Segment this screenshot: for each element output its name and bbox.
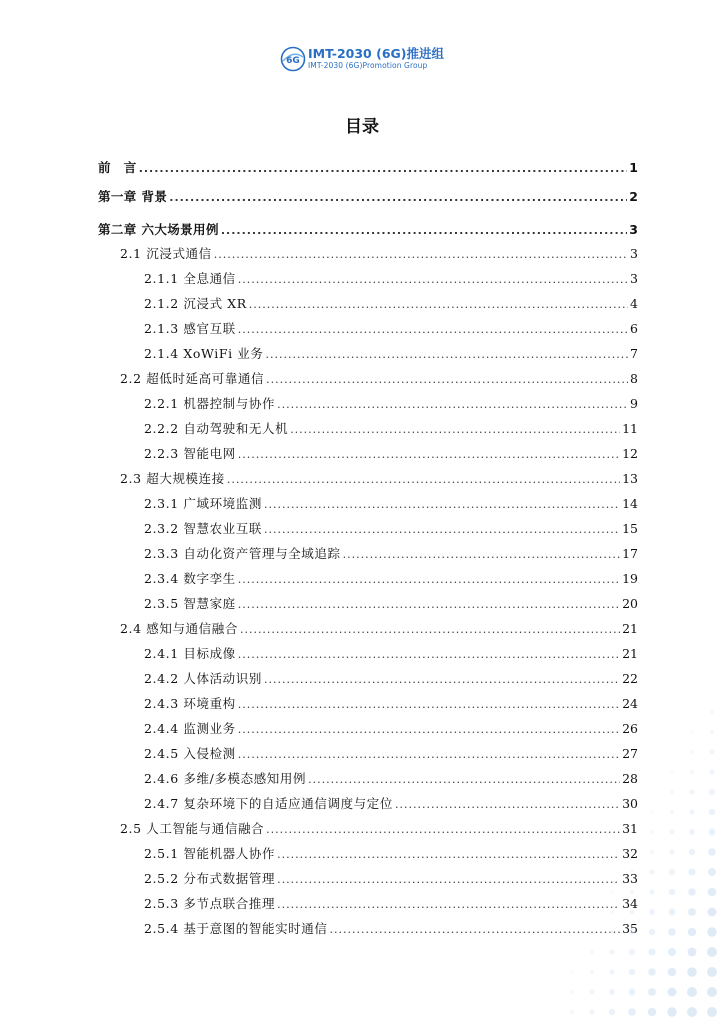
toc-entry-label: 2.5.4 基于意图的智能实时通信	[144, 921, 328, 936]
toc-dot-leader	[264, 523, 620, 536]
toc-title: 目录	[345, 117, 379, 137]
toc-dot-leader	[264, 498, 620, 511]
toc-entry-label: 前 言	[98, 160, 137, 175]
toc-entry[interactable]	[144, 919, 638, 937]
org-subtitle: IMT-2030 (6G)Promotion Group	[308, 61, 428, 70]
toc-page-number: 8	[630, 371, 638, 386]
toc-page-number: 33	[622, 871, 638, 886]
toc-page-number: 26	[622, 721, 638, 736]
toc-entry[interactable]	[120, 244, 638, 262]
toc-page-number: 22	[622, 671, 638, 686]
toc-dot-leader	[329, 923, 620, 936]
toc-entry-label: 2.4.7 复杂环境下的自适应通信调度与定位	[144, 796, 393, 811]
toc-page-number: 3	[630, 271, 638, 286]
toc-dot-leader	[240, 623, 620, 636]
toc-entry-label: 2.3.3 自动化资产管理与全域追踪	[144, 546, 341, 561]
toc-dot-leader	[266, 373, 628, 386]
toc-dot-leader	[227, 473, 620, 486]
toc-page-number: 35	[622, 921, 638, 936]
toc-entry[interactable]	[144, 344, 638, 362]
toc-entry[interactable]	[98, 187, 638, 205]
toc-entry[interactable]	[120, 369, 638, 387]
toc-entry-label: 第一章 背景	[98, 189, 168, 204]
toc-entry-label: 2.2.1 机器控制与协作	[144, 396, 276, 411]
toc-dot-leader	[343, 548, 621, 561]
toc-dot-leader	[238, 448, 620, 461]
toc-entry[interactable]	[144, 744, 638, 762]
toc-entry[interactable]	[144, 569, 638, 587]
toc-dot-leader	[139, 162, 628, 175]
toc-page-number: 3	[629, 222, 638, 237]
toc-page-number: 21	[622, 646, 638, 661]
toc-entry-label: 2.3.5 智慧家庭	[144, 596, 236, 611]
toc-entry-label: 2.4.1 目标成像	[144, 646, 236, 661]
toc-dot-leader	[238, 323, 628, 336]
toc-dot-leader	[277, 848, 620, 861]
toc-entry-label: 2.4.6 多维/多模态感知用例	[144, 771, 307, 786]
toc-page-number: 30	[622, 796, 638, 811]
toc-dot-leader	[238, 273, 628, 286]
toc-entry-label: 2.4.4 监测业务	[144, 721, 236, 736]
toc-page-number: 9	[630, 396, 638, 411]
imt-2030-logo-icon	[280, 46, 306, 72]
toc-dot-leader	[290, 423, 620, 436]
toc-dot-leader	[169, 191, 627, 204]
toc-page-number: 14	[622, 496, 638, 511]
toc-entry-label: 2.4.5 入侵检测	[144, 746, 236, 761]
toc-entry-label: 第二章 六大场景用例	[98, 222, 219, 237]
toc-entry[interactable]	[144, 769, 638, 787]
toc-dot-leader	[238, 698, 620, 711]
toc-dot-leader	[265, 348, 628, 361]
toc-entry[interactable]	[144, 269, 638, 287]
toc-entry-label: 2.3 超大规模连接	[120, 471, 225, 486]
toc-entry[interactable]	[144, 844, 638, 862]
toc-dot-leader	[266, 823, 620, 836]
toc-entry-label: 2.4.2 人体活动识别	[144, 671, 262, 686]
toc-entry-label: 2.5 人工智能与通信融合	[120, 821, 265, 836]
toc-dot-leader	[277, 898, 620, 911]
toc-dot-leader	[395, 798, 620, 811]
toc-dot-leader	[238, 723, 620, 736]
toc-entry-label: 2.1 沉浸式通信	[120, 246, 212, 261]
toc-entry[interactable]	[144, 869, 638, 887]
toc-entry-label: 2.2.3 智能电网	[144, 446, 236, 461]
toc-entry-label: 2.2.2 自动驾驶和无人机	[144, 421, 289, 436]
toc-entry-label: 2.1.3 感官互联	[144, 321, 236, 336]
toc-entry-label: 2.5.1 智能机器人协作	[144, 846, 276, 861]
toc-entry-label: 2.5.3 多节点联合推理	[144, 896, 276, 911]
toc-page-number: 4	[630, 296, 638, 311]
toc-entry[interactable]	[144, 594, 638, 612]
toc-dot-leader	[249, 298, 628, 311]
page-header	[0, 46, 724, 82]
toc-entry-label: 2.1.2 沉浸式 XR	[144, 296, 247, 311]
toc-dot-leader	[238, 573, 620, 586]
toc-page-number: 27	[622, 746, 638, 761]
toc-page-number: 15	[622, 521, 638, 536]
toc-page-number: 11	[622, 421, 638, 436]
toc-page-number: 20	[622, 596, 638, 611]
toc-entry-label: 2.3.2 智慧农业互联	[144, 521, 262, 536]
toc-page-number: 12	[622, 446, 638, 461]
toc-entry[interactable]	[120, 819, 638, 837]
toc-entry[interactable]	[144, 444, 638, 462]
toc-dot-leader	[214, 248, 628, 261]
toc-page-number: 17	[622, 546, 638, 561]
toc-dot-leader	[238, 748, 620, 761]
toc-entry[interactable]	[120, 469, 638, 487]
toc-dot-leader	[221, 224, 627, 237]
toc-entry-label: 2.3.1 广域环境监测	[144, 496, 262, 511]
toc-page-number: 13	[622, 471, 638, 486]
toc-page-number: 21	[622, 621, 638, 636]
toc-entry-label: 2.1.1 全息通信	[144, 271, 236, 286]
toc-dot-leader	[277, 873, 620, 886]
toc-page-number: 32	[622, 846, 638, 861]
toc-entry[interactable]	[144, 494, 638, 512]
toc-entry[interactable]	[98, 220, 638, 238]
toc-entry[interactable]	[144, 669, 638, 687]
toc-entry-label: 2.1.4 XoWiFi 业务	[144, 346, 264, 361]
toc-page-number: 24	[622, 696, 638, 711]
toc-entry[interactable]	[98, 158, 638, 176]
toc-dot-leader	[238, 648, 620, 661]
toc-page-number: 2	[629, 189, 638, 204]
toc-entry[interactable]	[144, 719, 638, 737]
toc-page-number: 1	[629, 160, 638, 175]
toc-page-number: 6	[630, 321, 638, 336]
toc-entry[interactable]	[144, 644, 638, 662]
toc-entry[interactable]	[144, 294, 638, 312]
toc-page-number: 19	[622, 571, 638, 586]
toc-dot-leader	[277, 398, 628, 411]
toc-entry-label: 2.4 感知与通信融合	[120, 621, 238, 636]
toc-entry[interactable]	[144, 419, 638, 437]
toc-entry-label: 2.4.3 环境重构	[144, 696, 236, 711]
toc-entry[interactable]	[144, 394, 638, 412]
toc-entry[interactable]	[120, 619, 638, 637]
toc-dot-leader	[238, 598, 620, 611]
toc-page-number: 3	[630, 246, 638, 261]
org-name: IMT-2030 (6G)推进组	[308, 46, 444, 61]
toc-dot-leader	[264, 673, 620, 686]
toc-entry-label: 2.3.4 数字孪生	[144, 571, 236, 586]
toc-page-number: 28	[622, 771, 638, 786]
toc-entry[interactable]	[144, 319, 638, 337]
toc-entry[interactable]	[144, 894, 638, 912]
logo-text: 6G	[286, 56, 300, 66]
brand-block	[308, 47, 444, 71]
toc-page-number: 31	[622, 821, 638, 836]
toc-page-number: 34	[622, 896, 638, 911]
toc-dot-leader	[308, 773, 620, 786]
toc-entry-label: 2.5.2 分布式数据管理	[144, 871, 276, 886]
toc-page-number: 7	[630, 346, 638, 361]
toc-entry[interactable]	[144, 544, 638, 562]
toc-entry[interactable]	[144, 519, 638, 537]
toc-entry-label: 2.2 超低时延高可靠通信	[120, 371, 265, 386]
toc-entry[interactable]	[144, 794, 638, 812]
toc-entry[interactable]	[144, 694, 638, 712]
